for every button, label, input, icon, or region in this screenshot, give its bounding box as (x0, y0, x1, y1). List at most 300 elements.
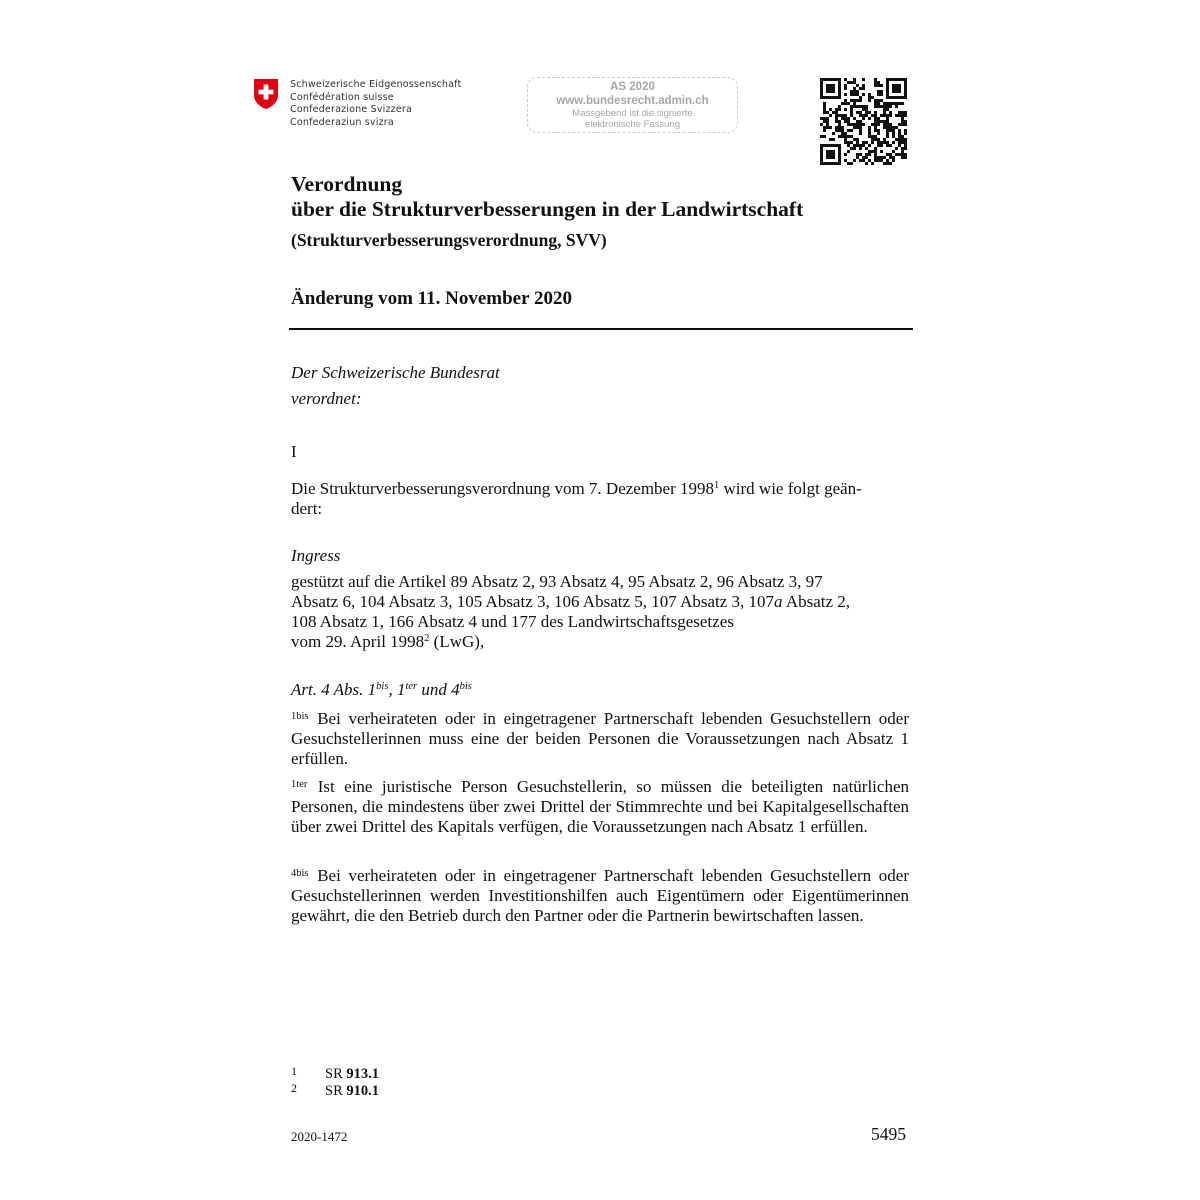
qr-module (868, 111, 871, 114)
qr-module (820, 90, 823, 93)
qr-module (862, 108, 865, 111)
qr-module (877, 123, 880, 126)
qr-module (838, 87, 841, 90)
qr-module (892, 156, 895, 159)
qr-module (862, 117, 865, 120)
qr-module (820, 81, 823, 84)
qr-module (898, 135, 901, 138)
qr-module (856, 105, 859, 108)
qr-module (826, 96, 829, 99)
qr-module (829, 150, 832, 153)
qr-module (898, 129, 901, 132)
qr-module (832, 144, 835, 147)
qr-module (859, 114, 862, 117)
article-heading-sup-3: bis (459, 681, 472, 692)
qr-module (835, 108, 838, 111)
stamp-website: www.bundesrecht.admin.ch (556, 95, 709, 107)
qr-module (820, 147, 823, 150)
qr-module (850, 135, 853, 138)
qr-module (823, 117, 826, 120)
qr-module (865, 162, 868, 165)
footnote-sr-reference[interactable]: 910.1 (346, 1083, 379, 1099)
qr-module (886, 159, 889, 162)
qr-module (850, 147, 853, 150)
qr-module (850, 93, 853, 96)
qr-module (823, 120, 826, 123)
qr-module (862, 144, 865, 147)
qr-module (832, 132, 835, 135)
qr-module (874, 81, 877, 84)
qr-module (856, 84, 859, 87)
qr-module (892, 126, 895, 129)
qr-module (877, 159, 880, 162)
qr-module (886, 114, 889, 117)
qr-module (847, 150, 850, 153)
qr-module (826, 117, 829, 120)
qr-module (877, 117, 880, 120)
page-number: 5495 (871, 1124, 906, 1144)
qr-module (904, 153, 907, 156)
qr-module (898, 123, 901, 126)
qr-module (886, 81, 889, 84)
qr-module (838, 96, 841, 99)
qr-module (853, 126, 856, 129)
qr-module (865, 147, 868, 150)
qr-module (877, 156, 880, 159)
preamble-authority: Der Schweizerische Bundesrat (291, 363, 500, 382)
qr-module (829, 162, 832, 165)
qr-module (874, 135, 877, 138)
article-paragraph-4bis (291, 866, 909, 926)
qr-module (829, 138, 832, 141)
qr-module (904, 156, 907, 159)
qr-module (853, 90, 856, 93)
qr-module (820, 93, 823, 96)
qr-module (880, 159, 883, 162)
qr-module (823, 126, 826, 129)
qr-module (856, 153, 859, 156)
qr-module (829, 84, 832, 87)
qr-module (886, 135, 889, 138)
qr-module (838, 156, 841, 159)
paragraph-text: Ist eine juristische Person Gesuchstellerin, so müssen die beteiligten natürlichen Personen, die mindestens über zwei Drittel der Stimmrechte und bei Kapitalgesellschaften über zwei Drittel des Kapitals verfügen, die Voraussetzungen nach Absatz 1 erfüllen. (291, 777, 909, 836)
qr-module (904, 84, 907, 87)
qr-module (844, 117, 847, 120)
ingress-line-2 (291, 592, 909, 612)
qr-module (847, 129, 850, 132)
qr-module (895, 138, 898, 141)
qr-module (844, 120, 847, 123)
footnote-2 (291, 1080, 379, 1099)
qr-module (886, 87, 889, 90)
qr-module (874, 111, 877, 114)
qr-module (844, 114, 847, 117)
article-heading-sup-2: ter (405, 681, 418, 692)
qr-module (844, 78, 847, 81)
qr-module (871, 123, 874, 126)
qr-module (898, 141, 901, 144)
qr-module (877, 102, 880, 105)
paragraph-number: 1ter (291, 779, 308, 790)
ingress-heading: Ingress (291, 546, 341, 565)
qr-module (874, 126, 877, 129)
qr-module (901, 150, 904, 153)
qr-module (862, 114, 865, 117)
qr-module (859, 99, 862, 102)
qr-module (892, 90, 895, 93)
qr-module (835, 117, 838, 120)
footnote-prefix: SR (325, 1083, 347, 1099)
qr-module (865, 105, 868, 108)
qr-module (904, 114, 907, 117)
qr-module (856, 90, 859, 93)
qr-module (856, 141, 859, 144)
qr-module (886, 141, 889, 144)
qr-module (853, 117, 856, 120)
qr-module (868, 150, 871, 153)
title-line-1: Verordnung (291, 172, 403, 196)
ingress-line-3: 108 Absatz 1, 166 Absatz 4 und 177 des Landwirtschaftsgesetzes (291, 612, 734, 631)
qr-module (835, 114, 838, 117)
qr-module (847, 141, 850, 144)
qr-module (853, 138, 856, 141)
qr-module (904, 147, 907, 150)
qr-module (820, 135, 823, 138)
qr-module (877, 120, 880, 123)
qr-module (901, 156, 904, 159)
qr-module (820, 153, 823, 156)
qr-module (853, 93, 856, 96)
qr-module (826, 111, 829, 114)
qr-module (820, 78, 823, 81)
qr-module (844, 159, 847, 162)
qr-module (844, 135, 847, 138)
qr-module (874, 102, 877, 105)
paragraph-text: Bei verheirateten oder in eingetragener Partnerschaft lebenden Gesuchstellern oder Gesuchstellerinnen muss eine der beiden Personen die Voraussetzungen nach Absatz 1 erfüllen. (291, 709, 909, 768)
qr-module (868, 132, 871, 135)
qr-module (820, 156, 823, 159)
qr-module (823, 96, 826, 99)
qr-module (820, 159, 823, 162)
qr-module (829, 78, 832, 81)
qr-module (844, 102, 847, 105)
qr-module (841, 102, 844, 105)
qr-module (892, 78, 895, 81)
qr-module (904, 111, 907, 114)
article-heading-and: und 4 (417, 680, 460, 699)
qr-module (835, 96, 838, 99)
qr-module (880, 84, 883, 87)
qr-module (832, 150, 835, 153)
qr-module (901, 141, 904, 144)
qr-module (901, 117, 904, 120)
qr-module (829, 90, 832, 93)
qr-module (877, 129, 880, 132)
qr-module (844, 99, 847, 102)
qr-module (823, 162, 826, 165)
document-short-title: (Strukturverbesserungsverordnung, SVV) (291, 230, 607, 250)
qr-module (859, 147, 862, 150)
qr-module (871, 162, 874, 165)
qr-module (877, 81, 880, 84)
qr-module (880, 114, 883, 117)
qr-module (844, 132, 847, 135)
qr-module (838, 129, 841, 132)
ingress-article-letter: a (774, 592, 783, 611)
qr-module (877, 132, 880, 135)
qr-module (850, 90, 853, 93)
qr-module (889, 123, 892, 126)
qr-module (883, 156, 886, 159)
qr-module (898, 111, 901, 114)
qr-module (898, 96, 901, 99)
confederation-name-block (290, 79, 461, 129)
qr-module (838, 81, 841, 84)
qr-module (874, 105, 877, 108)
qr-module (874, 123, 877, 126)
qr-module (835, 129, 838, 132)
qr-module (883, 123, 886, 126)
qr-module (844, 84, 847, 87)
footnote-ref-1[interactable]: 1 (714, 480, 720, 491)
qr-module (886, 105, 889, 108)
qr-module (901, 153, 904, 156)
qr-module (889, 129, 892, 132)
qr-module (868, 135, 871, 138)
qr-module (850, 99, 853, 102)
qr-module (895, 114, 898, 117)
qr-module (850, 162, 853, 165)
qr-module (889, 153, 892, 156)
qr-module (874, 117, 877, 120)
qr-module (874, 78, 877, 81)
qr-module (853, 99, 856, 102)
qr-module (859, 129, 862, 132)
qr-module (889, 156, 892, 159)
stamp-note-line2: elektronische Fassung (584, 119, 681, 130)
qr-module (874, 147, 877, 150)
article-heading-mid: , 1 (388, 680, 406, 699)
document-number: 2020-1472 (291, 1129, 348, 1144)
qr-module (856, 156, 859, 159)
qr-module (838, 105, 841, 108)
qr-module (850, 123, 853, 126)
qr-module (877, 138, 880, 141)
qr-module (901, 123, 904, 126)
qr-module (859, 87, 862, 90)
qr-module (820, 84, 823, 87)
qr-module (895, 78, 898, 81)
qr-module (883, 114, 886, 117)
qr-module (844, 93, 847, 96)
qr-module (856, 93, 859, 96)
qr-module (868, 96, 871, 99)
qr-module (868, 126, 871, 129)
amendment-date: Änderung vom 11. November 2020 (291, 288, 572, 309)
qr-module (856, 138, 859, 141)
qr-module (844, 138, 847, 141)
qr-module (904, 96, 907, 99)
qr-module (898, 102, 901, 105)
qr-module (838, 123, 841, 126)
qr-module (886, 123, 889, 126)
qr-module (904, 81, 907, 84)
qr-module (850, 108, 853, 111)
title-separator-rule (289, 328, 913, 330)
qr-module (871, 141, 874, 144)
qr-module (832, 162, 835, 165)
footnote-prefix: SR (325, 1066, 347, 1082)
qr-module (883, 138, 886, 141)
qr-module (823, 105, 826, 108)
qr-module (889, 102, 892, 105)
qr-module (841, 132, 844, 135)
qr-module (892, 87, 895, 90)
qr-module (829, 108, 832, 111)
qr-module (877, 144, 880, 147)
qr-module (883, 105, 886, 108)
qr-module (868, 93, 871, 96)
qr-module (898, 84, 901, 87)
qr-module (886, 108, 889, 111)
qr-module (826, 126, 829, 129)
qr-module (880, 105, 883, 108)
qr-module (829, 153, 832, 156)
qr-module (850, 105, 853, 108)
qr-module (880, 90, 883, 93)
qr-module (835, 144, 838, 147)
qr-module (841, 135, 844, 138)
qr-module (880, 141, 883, 144)
qr-module (904, 144, 907, 147)
qr-module (853, 87, 856, 90)
title-line-2: über die Strukturverbesserungen in der Landwirtschaft (291, 196, 804, 221)
document-title (291, 172, 803, 221)
qr-module (859, 111, 862, 114)
qr-module (847, 162, 850, 165)
qr-module (898, 153, 901, 156)
qr-module (847, 144, 850, 147)
qr-module (829, 87, 832, 90)
qr-module (871, 114, 874, 117)
confederation-line-rm: Confederaziun svizra (290, 116, 394, 128)
qr-module (832, 153, 835, 156)
qr-module (901, 138, 904, 141)
qr-module (835, 126, 838, 129)
footnote-number: 1 (291, 1064, 297, 1078)
ingress-line-4-end: (LwG), (429, 632, 485, 651)
qr-module (898, 90, 901, 93)
qr-module (889, 96, 892, 99)
qr-module (880, 150, 883, 153)
qr-module (901, 120, 904, 123)
section-intro-line1 (291, 479, 909, 499)
qr-module (826, 150, 829, 153)
ingress-line-2-end: Absatz 2, (782, 592, 851, 611)
official-publication-stamp (527, 77, 738, 133)
qr-module (880, 93, 883, 96)
preamble (291, 360, 909, 412)
qr-module (880, 144, 883, 147)
qr-module (883, 120, 886, 123)
qr-module (826, 162, 829, 165)
qr-module (859, 159, 862, 162)
qr-module (853, 81, 856, 84)
qr-module (898, 78, 901, 81)
qr-module (889, 162, 892, 165)
qr-module (823, 108, 826, 111)
stamp-collection-label: AS 2020 (610, 81, 655, 93)
qr-module (862, 105, 865, 108)
qr-module (883, 108, 886, 111)
qr-module (853, 78, 856, 81)
qr-module (847, 117, 850, 120)
qr-module (886, 132, 889, 135)
qr-module (895, 105, 898, 108)
qr-module (829, 126, 832, 129)
qr-module (901, 96, 904, 99)
qr-module (892, 129, 895, 132)
qr-module (895, 90, 898, 93)
qr-module (853, 123, 856, 126)
qr-module (859, 144, 862, 147)
qr-module (874, 120, 877, 123)
qr-module (847, 81, 850, 84)
qr-module (868, 144, 871, 147)
qr-module (874, 114, 877, 117)
qr-module (841, 129, 844, 132)
qr-module (895, 153, 898, 156)
qr-module (862, 87, 865, 90)
qr-module (892, 84, 895, 87)
qr-module (868, 129, 871, 132)
qr-module (886, 126, 889, 129)
qr-module (883, 111, 886, 114)
qr-module (865, 111, 868, 114)
footnote-ref-2[interactable]: 2 (424, 633, 430, 644)
qr-module (835, 162, 838, 165)
qr-module (895, 102, 898, 105)
qr-module (838, 147, 841, 150)
qr-module (883, 162, 886, 165)
qr-module (877, 90, 880, 93)
qr-module (844, 108, 847, 111)
qr-module (841, 114, 844, 117)
qr-module (904, 78, 907, 81)
qr-module (889, 105, 892, 108)
article-heading (291, 680, 909, 700)
qr-module (862, 123, 865, 126)
qr-module (874, 138, 877, 141)
qr-module (871, 138, 874, 141)
qr-module (826, 78, 829, 81)
qr-module (826, 87, 829, 90)
article-paragraph-1ter (291, 777, 909, 837)
section-intro (291, 479, 909, 519)
section-intro-text-end: wird wie folgt geän- (719, 479, 862, 498)
qr-module (841, 126, 844, 129)
qr-module (904, 90, 907, 93)
footnote-number: 2 (291, 1081, 297, 1095)
qr-module (901, 102, 904, 105)
qr-module (862, 93, 865, 96)
qr-module (847, 102, 850, 105)
footnote-sr-reference[interactable]: 913.1 (346, 1066, 379, 1082)
qr-module (892, 159, 895, 162)
qr-module (886, 102, 889, 105)
qr-module (886, 96, 889, 99)
qr-module (850, 114, 853, 117)
